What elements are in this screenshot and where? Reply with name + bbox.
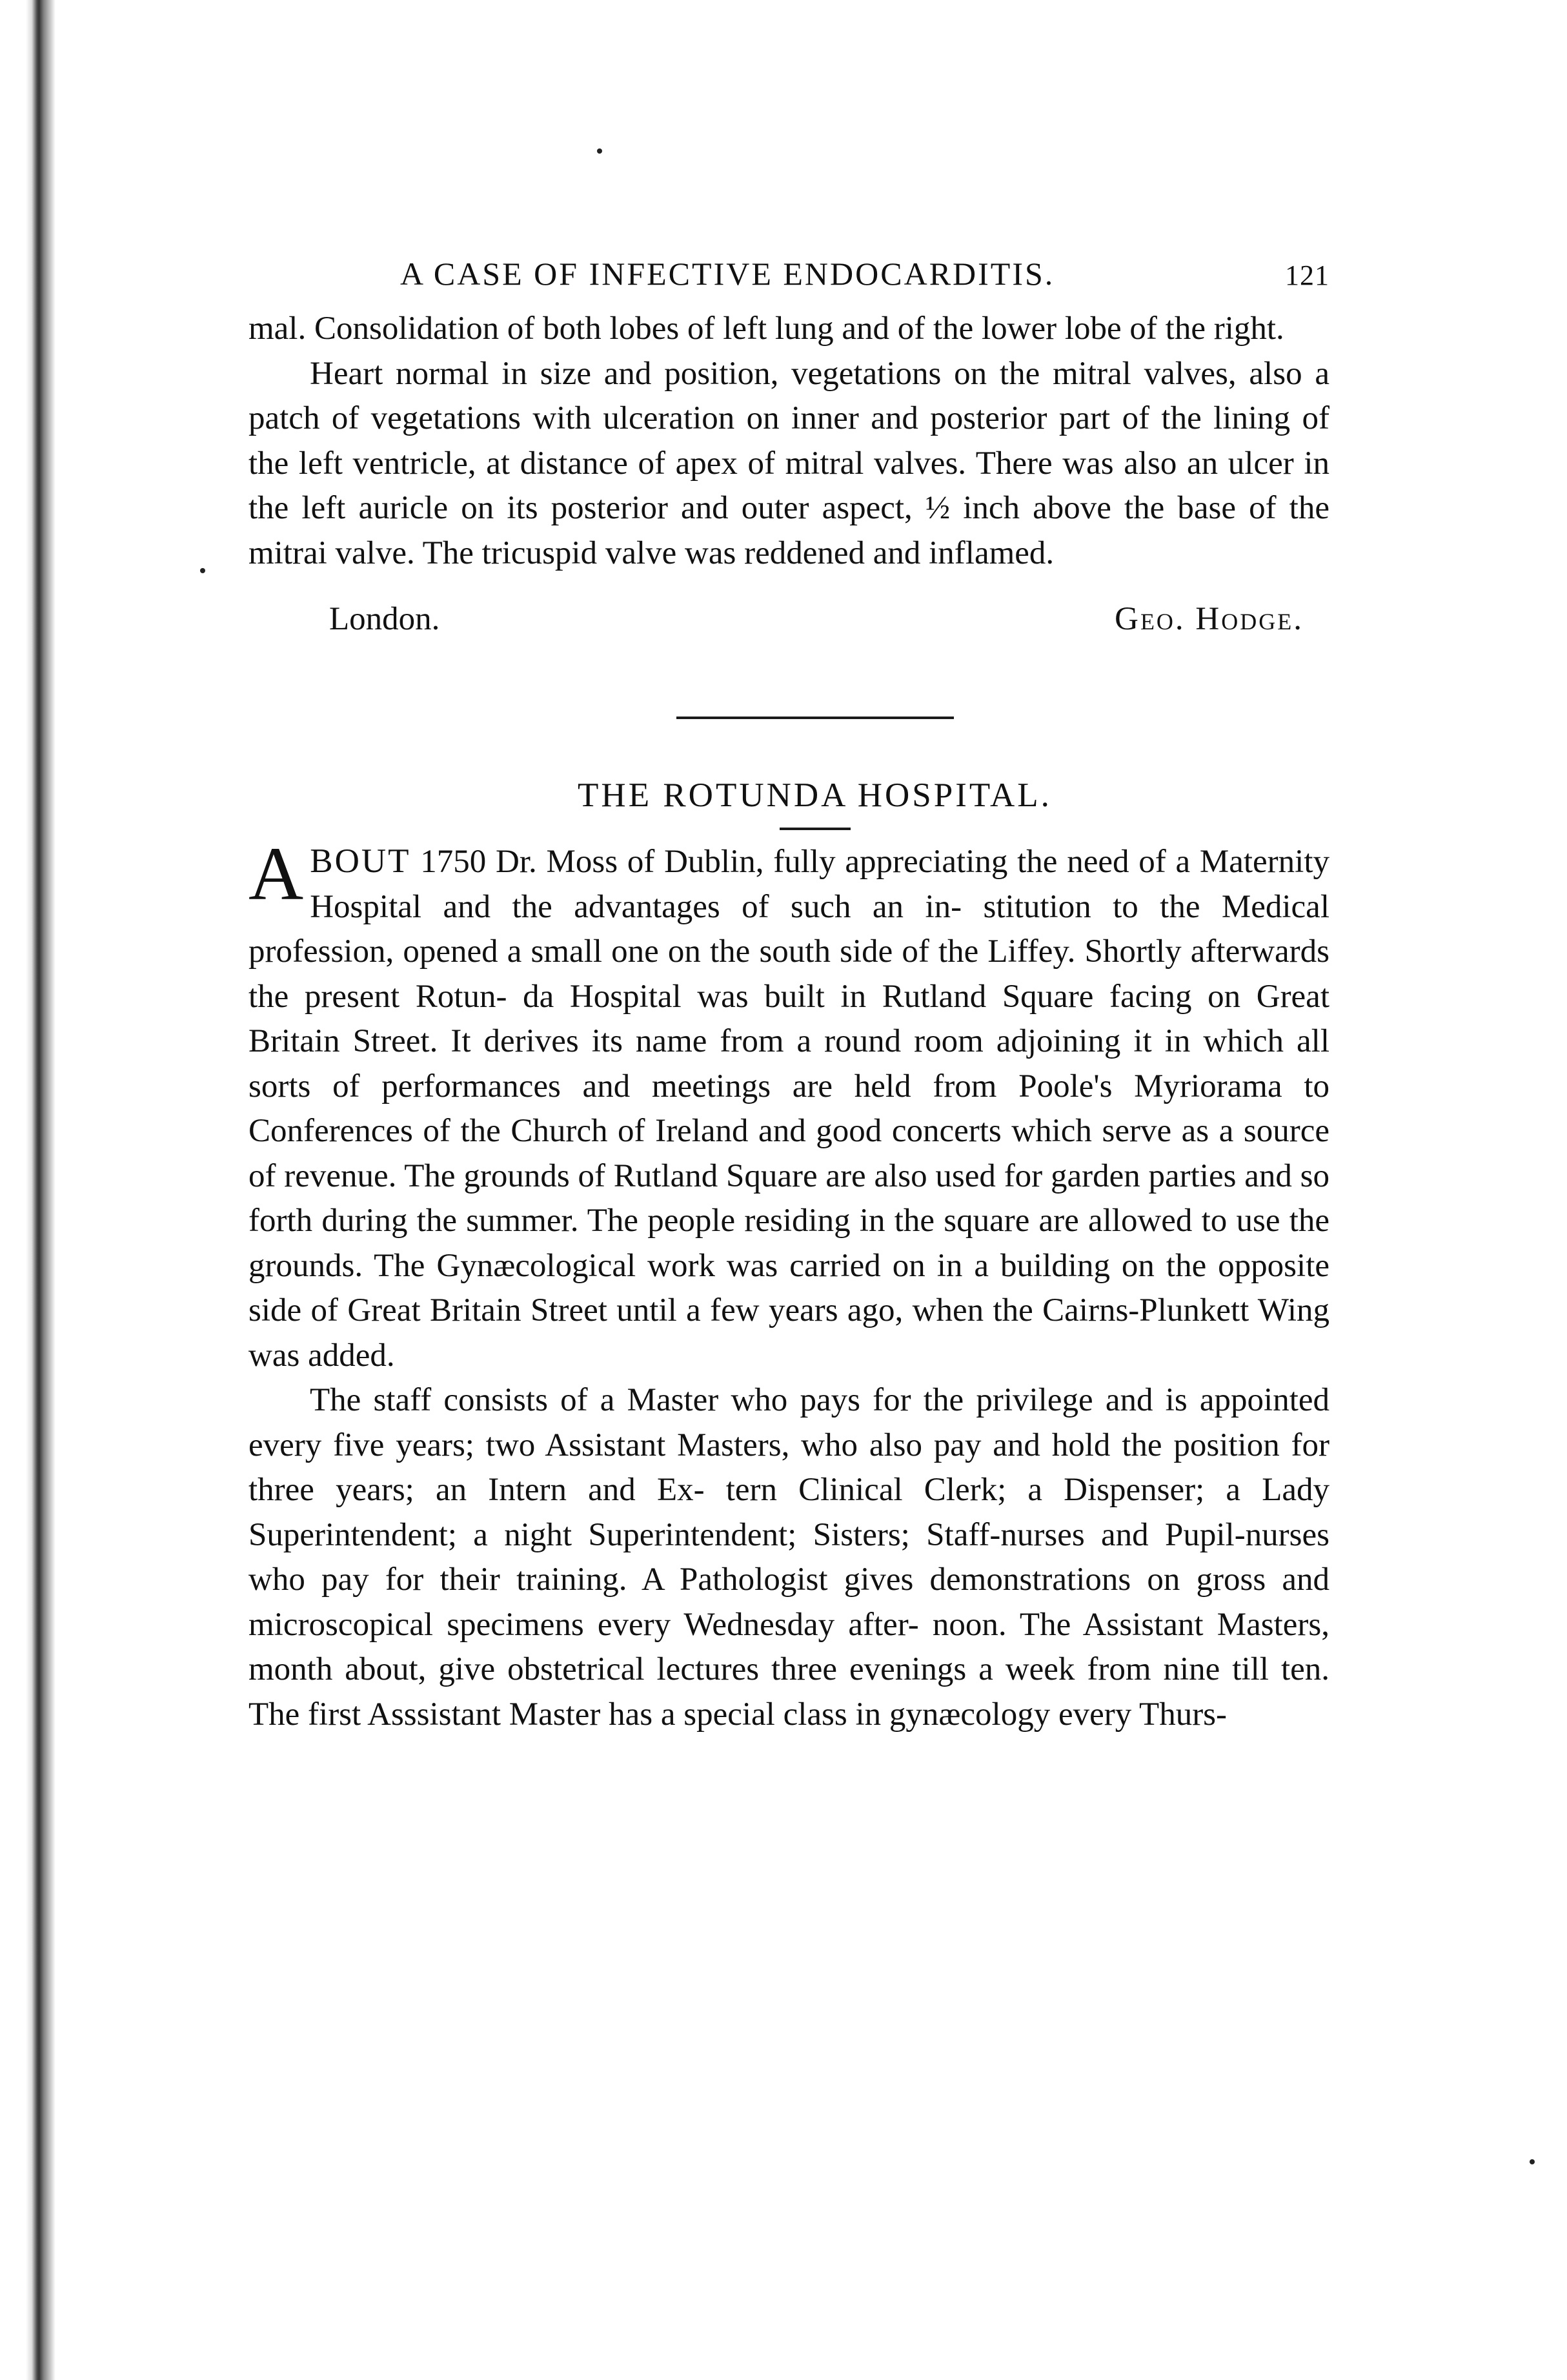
signature-line (248, 600, 1329, 652)
ink-speck (1530, 2159, 1535, 2164)
signature-author: Geo. Hodge. (1115, 601, 1304, 637)
ink-speck (200, 568, 205, 573)
article-title: THE ROTUNDA HOSPITAL. (578, 777, 1052, 814)
case-paragraph: Heart normal in size and position, vegetations on the mitral valves, also a patch of vegetations with ulceration on inner and posterior part of the lining of the left ventricle, at distance of apex of mitral valves. There was also an ulcer in the left auricle on its posterior and outer aspect, ½ inch above the base of the mitrai valve. The tricuspid valve was reddened and inflamed. (248, 355, 1329, 571)
lead-word: BOUT (310, 842, 411, 880)
case-paragraph: mal. Consolidation of both lobes of left lung and of the lower lobe of the right. (248, 310, 1284, 347)
ink-speck (597, 148, 602, 154)
running-head-title: A CASE OF INFECTIVE ENDOCARDITIS. (400, 256, 1055, 292)
page-number: 121 (1285, 259, 1329, 291)
article-paragraph (248, 831, 1329, 1378)
section-divider (676, 717, 954, 719)
running-head (248, 255, 1329, 307)
title-rule (780, 828, 851, 830)
article-paragraph-text: 1750 Dr. Moss of Dublin, fully appreciating the need of a Maternity Hospital and the advantages of such an in- stitution to the Medical profession, opened a small one on the south side of the Liffey. Shortly afterwards the present Rotun- da Hospital was built in Rutland Square facing on Great Britain Street. It derives its name from a round room adjoining it in which all sorts of performances and meetings are held from Poole's Myriorama to Conferences of the Church of Ireland and good concerts which serve as a source of revenue. The grounds of Rutland Square are also used for garden parties and so forth during the summer. The people residing in the square are allowed to use the grounds. The Gynæcological work was carried on in a building on the opposite side of Great Britain Street until a few years ago, when the Cairns-Plunkett Wing was added. (248, 844, 1329, 1374)
book-page (248, 255, 1329, 1737)
binding-edge (26, 0, 56, 2380)
signature-place: London. (329, 601, 440, 637)
drop-cap: A (248, 831, 304, 916)
article-paragraph: The staff consists of a Master who pays for the privilege and is appointed every five years; two Assistant Masters, who also pay and hold the position for three years; an Intern and Ex- tern Clinical Clerk; a Dispenser; a Lady Superintendent; a night Superintendent; Sisters; Staff-nurses and Pupil-nurses who pay for their training. A Pathologist gives demonstrations on gross and microscopical specimens every Wednesday after- noon. The Assistant Masters, month about, give obstetrical lectures three evenings a week from nine till ten. The first Asssistant Master has a special class in gynæcology every Thurs- (248, 1382, 1329, 1733)
